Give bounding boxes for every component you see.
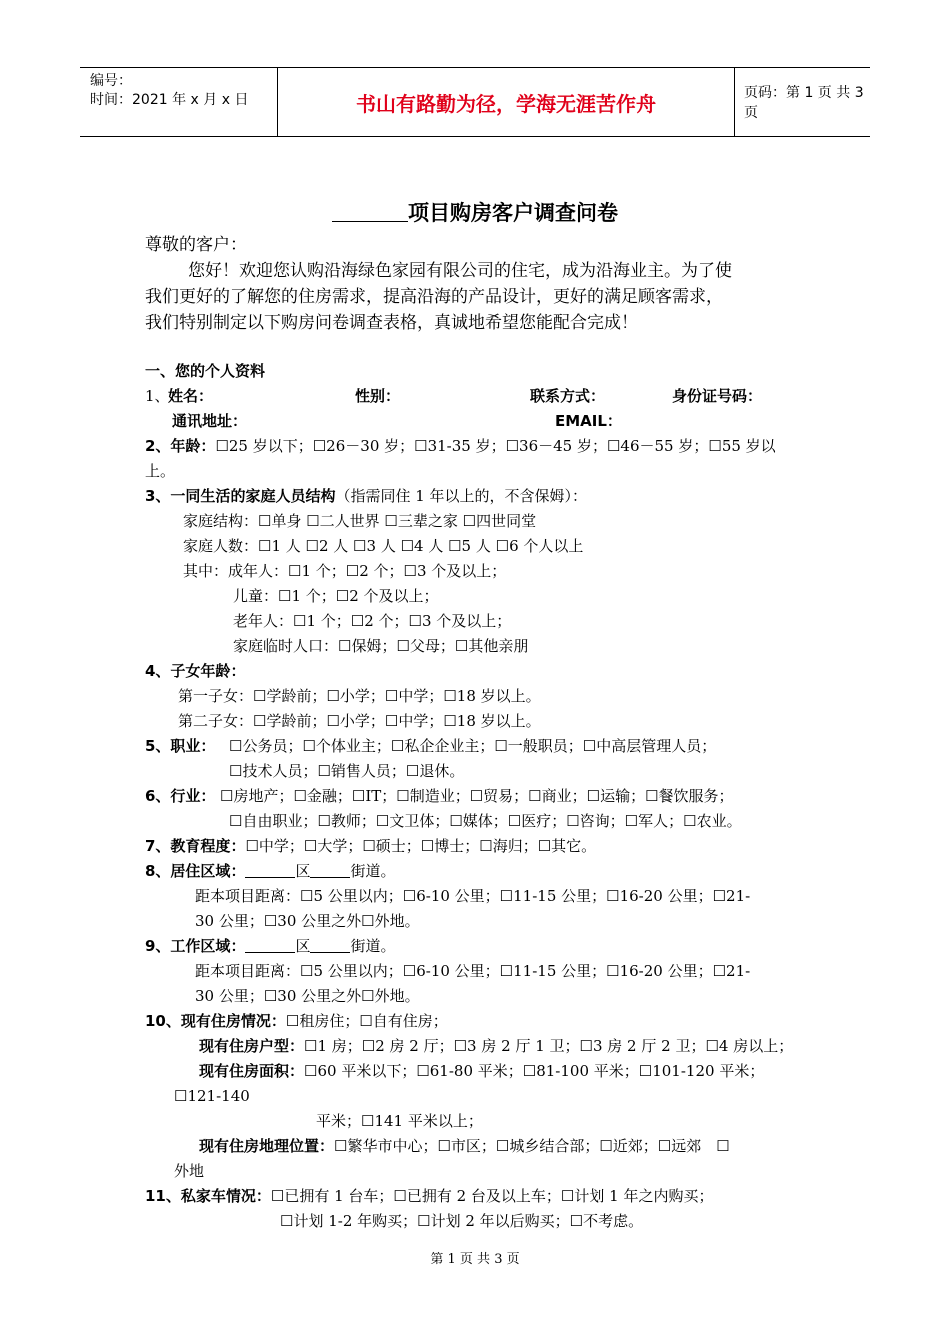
q10-type-line: 现有住房户型：☐1 房；☐2 房 2 厅；☐3 房 2 厅 1 卫；☐3 房 2 厅 2 卫；☐4 房以上；: [199, 1037, 794, 1055]
q11-line1[interactable]: ☐已拥有 1 台车；☐已拥有 2 台及以上车；☐计划 1 年之内购买；: [270, 1187, 714, 1205]
q9-street-blank[interactable]: [310, 937, 350, 953]
q3-child[interactable]: 儿童：☐1 个；☐2 个及以上；: [233, 587, 439, 605]
q10-area-line: 现有住房面积：☐60 平米以下；☐61-80 平米；☐81-100 平米；☐101-120 平米；: [199, 1062, 765, 1080]
q5-line1[interactable]: ☐公务员；☐个体业主；☐私企企业主；☐一般职员；☐中高层管理人员；: [229, 737, 717, 755]
q5-line2[interactable]: ☐技术人员；☐销售人员；☐退休。: [229, 762, 465, 780]
q9-line: 9、工作区域： 区 街道。: [145, 937, 396, 955]
q6-line2[interactable]: ☐自由职业；☐教师；☐文卫体；☐媒体；☐医疗；☐咨询；☐军人；☐农业。: [229, 812, 742, 830]
q10-status[interactable]: ☐租房住；☐自有住房；: [285, 1012, 448, 1030]
q4-second[interactable]: 第二子女：☐学龄前；☐小学；☐中学；☐18 岁以上。: [178, 712, 541, 730]
q1-gender-label: 性别：: [355, 387, 401, 405]
q1-contact-label: 联系方式：: [530, 387, 606, 405]
section-personal-info: 一、您的个人资料: [145, 362, 266, 380]
header-number: 编号：: [90, 73, 132, 89]
q3-structure[interactable]: 家庭结构：☐单身 ☐二人世界 ☐三辈之家 ☐四世同堂: [183, 512, 537, 530]
q3-temp[interactable]: 家庭临时人口：☐保姆；☐父母；☐其他亲朋: [233, 637, 529, 655]
q9-district-blank[interactable]: [245, 937, 295, 953]
page-footer: 第 1 页 共 3 页: [430, 1252, 520, 1267]
intro-line-2: 我们更好的了解您的住房需求，提高沿海的产品设计，更好的满足顾客需求，: [145, 287, 723, 307]
greeting: 尊敬的客户：: [145, 235, 247, 255]
q10-loc-tail: 外地: [174, 1162, 205, 1180]
q8-line: 8、居住区域： 区 街道。: [145, 862, 396, 880]
q10-loc-line: 现有住房地理位置：☐繁华市中心；☐市区；☐城乡结合部；☐近郊；☐远郊 ☐: [199, 1137, 730, 1155]
intro-line-1: 您好！欢迎您认购沿海绿色家园有限公司的住宅，成为沿海业主。为了使: [188, 261, 732, 281]
q7-options[interactable]: ☐中学；☐大学；☐硕士；☐博士；☐海归；☐其它。: [245, 837, 597, 855]
q4-label: 4、子女年龄：: [145, 662, 246, 680]
intro-line-3: 我们特别制定以下购房问卷调查表格，真诚地希望您能配合完成！: [145, 313, 638, 333]
q10-loc-options[interactable]: ☐繁华市中心；☐市区；☐城乡结合部；☐近郊；☐远郊 ☐: [334, 1137, 730, 1155]
header-time: 时间：2021 年 x 月 x 日: [90, 92, 249, 108]
q3-elder[interactable]: 老年人：☐1 个；☐2 个；☐3 个及以上；: [233, 612, 512, 630]
q1-email-label: EMAIL：: [555, 412, 622, 430]
q3-adult[interactable]: 其中：成年人：☐1 个；☐2 个；☐3 个及以上；: [183, 562, 507, 580]
q10-area-options[interactable]: ☐60 平米以下；☐61-80 平米；☐81-100 平米；☐101-120 平米；: [304, 1062, 765, 1080]
q11-line: 11、私家车情况：☐已拥有 1 台车；☐已拥有 2 台及以上车；☐计划 1 年之内购买；: [145, 1187, 714, 1205]
document-title: 项目购房客户调查问卷: [0, 197, 950, 227]
q8-street-blank[interactable]: [310, 862, 350, 878]
q3-heading: 3、一同生活的家庭人员结构（指需同住 1 年以上的，不含保姆）：: [145, 487, 588, 505]
q1-id-label: 身份证号码：: [672, 387, 763, 405]
q10-area-wrap[interactable]: ☐121-140: [174, 1087, 250, 1105]
q6-label: 6、行业：: [145, 787, 216, 805]
q2-options[interactable]: ☐25 岁以下；☐26－30 岁；☐31-35 岁；☐36－45 岁；☐46－55 岁；☐55 岁以: [215, 437, 776, 455]
q5-label: 5、职业：: [145, 737, 216, 755]
q2-line: 2、年龄：☐25 岁以下；☐26－30 岁；☐31-35 岁；☐36－45 岁；☐46－55 岁；☐55 岁以: [145, 437, 776, 455]
header-motto: 书山有路勤为径，学海无涯苦作舟: [278, 68, 735, 136]
q7-line: 7、教育程度：☐中学；☐大学；☐硕士；☐博士；☐海归；☐其它。: [145, 837, 597, 855]
q1-address-label: 通讯地址：: [172, 412, 248, 430]
q1-name-label: 姓名：: [168, 387, 214, 405]
q2-tail: 上。: [145, 462, 176, 480]
header-meta: [80, 68, 278, 136]
q3-count[interactable]: 家庭人数：☐1 人 ☐2 人 ☐3 人 ☐4 人 ☐5 人 ☐6 个人以上: [183, 537, 584, 555]
q10-type-options[interactable]: ☐1 房；☐2 房 2 厅；☐3 房 2 厅 1 卫；☐3 房 2 厅 2 卫；☐4 房以上；: [304, 1037, 794, 1055]
q4-first[interactable]: 第一子女：☐学龄前；☐小学；☐中学；☐18 岁以上。: [178, 687, 541, 705]
q10-area-tail[interactable]: 平米；☐141 平米以上；: [316, 1112, 483, 1130]
q9-dist1[interactable]: 距本项目距离：☐5 公里以内；☐6-10 公里；☐11-15 公里；☐16-20 公里；☐21-: [195, 962, 751, 980]
q8-dist2[interactable]: 30 公里；☐30 公里之外☐外地。: [195, 912, 420, 930]
q8-district-blank[interactable]: [245, 862, 295, 878]
q6-line1[interactable]: ☐房地产；☐金融；☐IT；☐制造业；☐贸易；☐商业；☐运输；☐餐饮服务；: [220, 787, 734, 805]
q1-num: 1、: [145, 387, 170, 405]
page-header: [80, 67, 870, 137]
q10-line: 10、现有住房情况：☐租房住；☐自有住房；: [145, 1012, 448, 1030]
q8-dist1[interactable]: 距本项目距离：☐5 公里以内；☐6-10 公里；☐11-15 公里；☐16-20 公里；☐21-: [195, 887, 751, 905]
title-blank[interactable]: [332, 203, 408, 222]
q11-line2[interactable]: ☐计划 1-2 年购买；☐计划 2 年以后购买；☐不考虑。: [280, 1212, 644, 1230]
q9-dist2[interactable]: 30 公里；☐30 公里之外☐外地。: [195, 987, 420, 1005]
header-page-info: 页码：第 1 页 共 3 页: [744, 85, 864, 121]
